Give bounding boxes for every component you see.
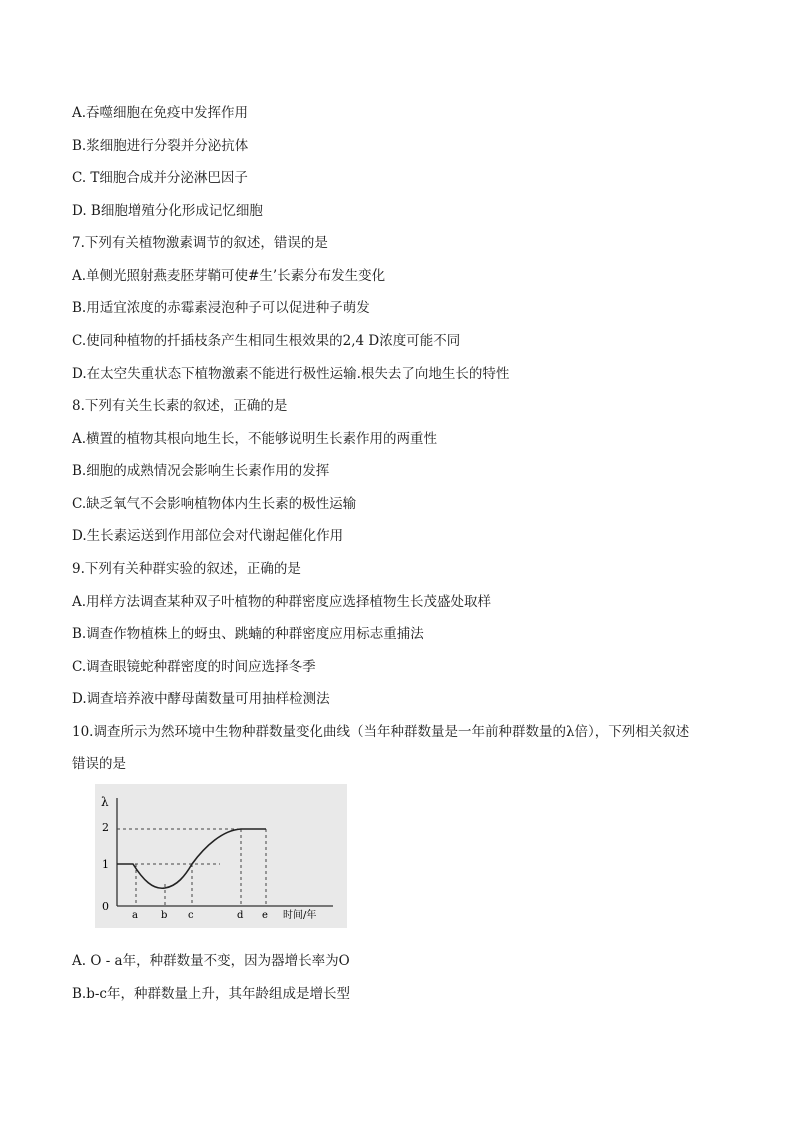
lambda-curve [117, 829, 266, 888]
y-tick-0: 0 [102, 900, 109, 913]
question-10-continued: 错误的是 [72, 756, 126, 772]
x-tick-e: e [262, 910, 268, 921]
option-8b: B.细胞的成熟情况会影响生长素作用的发挥 [72, 463, 330, 479]
question-8: 8.下列有关生长素的叙述，正确的是 [72, 398, 288, 414]
option-6d: D. B细胞增殖分化形成记忆细胞 [72, 203, 263, 219]
y-tick-1: 1 [102, 858, 109, 871]
question-10: 10.调查所示为然环境中生物种群数量变化曲线（当年种群数量是一年前种群数量的λ倍），下列相关叙述 [72, 724, 690, 740]
option-7c: C.使同种植物的扦插枝条产生相同生根效果的2,4 D浓度可能不同 [72, 333, 461, 349]
option-10a: A. O - a年，种群数量不变，因为器增长率为O [72, 953, 350, 969]
x-axis-label: 时间/年 [283, 910, 317, 921]
x-tick-d: d [237, 910, 244, 921]
option-7a: A.单侧光照射燕麦胚芽鞘可使#生’长素分布发生变化 [72, 268, 386, 284]
option-9c: C.调查眼镜蛇种群密度的时间应选择冬季 [72, 659, 316, 675]
option-7d: D.在太空失重状态下植物激素不能进行极性运输.根失去了向地生长的特性 [72, 366, 510, 382]
option-6a: A.吞噬细胞在免疫中发挥作用 [72, 105, 249, 121]
option-9b: B.调查作物植株上的蚜虫、跳蝻的种群密度应用标志重捕法 [72, 626, 424, 642]
x-tick-a: a [132, 910, 138, 921]
y-axis-label: λ [101, 795, 109, 809]
lambda-curve-svg [95, 784, 347, 928]
option-6b: B.浆细胞进行分裂并分泌抗体 [72, 138, 249, 154]
option-8a: A.横置的植物其根向地生长，不能够说明生长素作用的两重性 [72, 431, 438, 447]
x-tick-c: c [188, 910, 194, 921]
option-7b: B.用适宜浓度的赤霉素浸泡种子可以促进种子萌发 [72, 300, 370, 316]
option-9a: A.用样方法调查某种双子叶植物的种群密度应选择植物生长茂盛处取样 [72, 594, 492, 610]
x-tick-b: b [161, 910, 168, 921]
option-10b: B.b-c年，种群数量上升，其年龄组成是增长型 [72, 986, 350, 1002]
question-9: 9.下列有关种群实验的叙述，正确的是 [72, 561, 301, 577]
question-7: 7.下列有关植物激素调节的叙述，错误的是 [72, 235, 328, 251]
lambda-curve-figure [95, 784, 347, 928]
option-9d: D.调查培养液中酵母菌数量可用抽样检测法 [72, 691, 330, 707]
option-8d: D.生长素运送到作用部位会对代谢起催化作用 [72, 528, 344, 544]
option-6c: C. T细胞合成并分泌淋巴因子 [72, 170, 248, 186]
y-tick-2: 2 [102, 821, 109, 834]
option-8c: C.缺乏氧气不会影响植物体内生长素的极性运输 [72, 496, 357, 512]
